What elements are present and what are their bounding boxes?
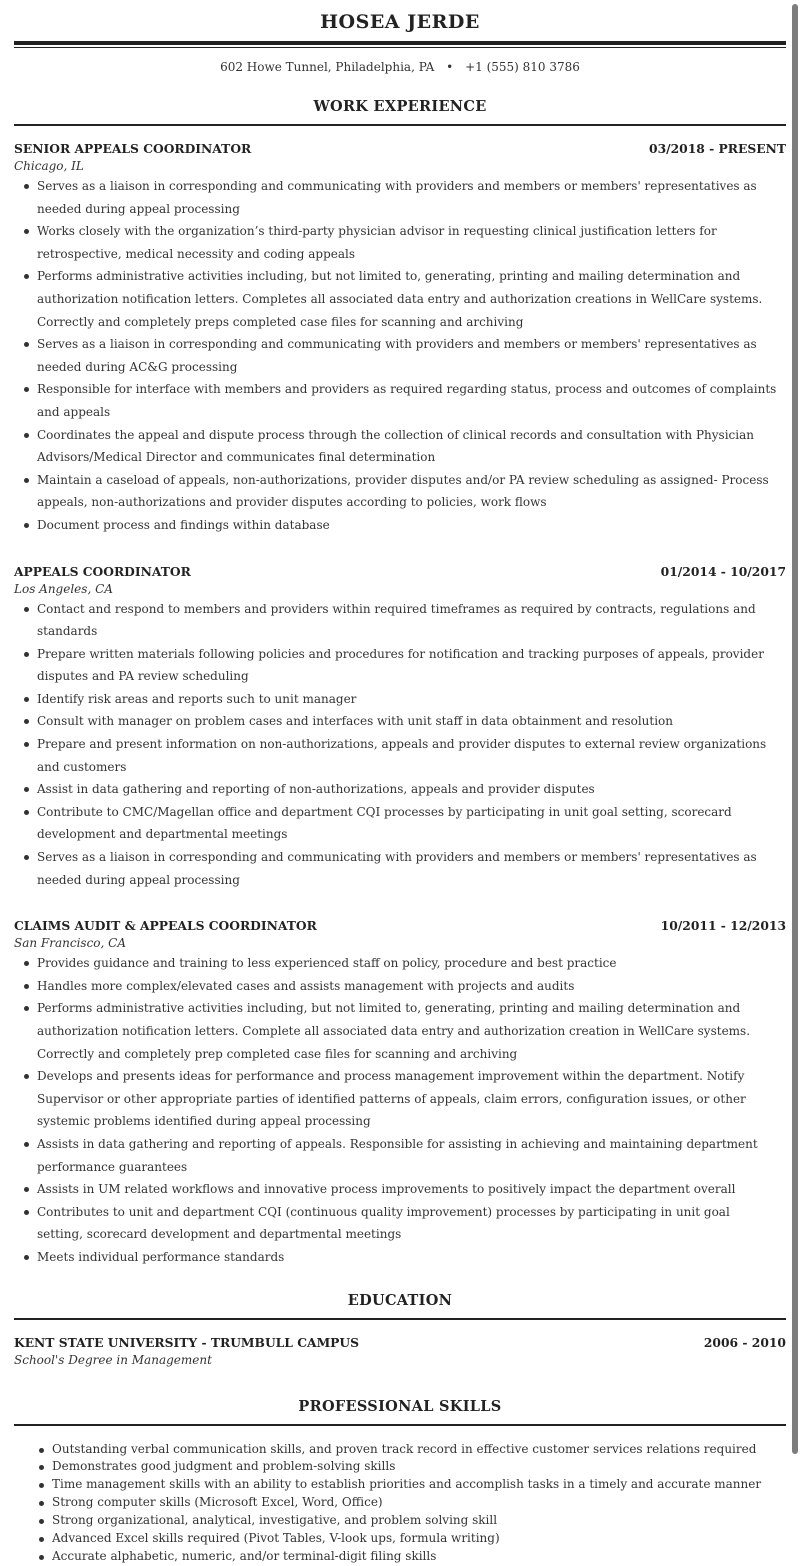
section-divider [14, 124, 786, 126]
bullet-item: Develops and presents ideas for performance and process management improvement within the department. Notify Supervisor or other appropriate parties of identified patterns of appeals, claim errors, configuration issues, or other systemic problems identified during appeal processing [37, 1065, 786, 1133]
scrollbar[interactable] [792, 4, 798, 1454]
job-dates: 10/2011 - 12/2013 [660, 918, 786, 934]
job-location: Chicago, IL [14, 159, 84, 173]
bullet-item: Handles more complex/elevated cases and assists management with projects and audits [37, 975, 786, 998]
job-entry [14, 563, 786, 892]
work-experience-section [14, 97, 786, 1269]
job-bullets [14, 598, 786, 892]
job-entry [14, 140, 786, 537]
skill-item: Strong computer skills (Microsoft Excel, Word, Office) [52, 1494, 786, 1512]
bullet-item: Prepare and present information on non-authorizations, appeals and provider disputes to external review organizations and customers [37, 733, 786, 778]
name-divider-thin [14, 47, 786, 48]
bullet-item: Contributes to unit and department CQI (continuous quality improvement) processes by participating in unit goal setting, scorecard development and departmental meetings [37, 1201, 786, 1246]
job-entry [14, 917, 786, 1268]
job-header [14, 140, 786, 158]
name-divider-thick [14, 41, 786, 45]
section-title-work: WORK EXPERIENCE [313, 98, 487, 115]
bullet-item: Identify risk areas and reports such to unit manager [37, 688, 786, 711]
job-dates: 03/2018 - PRESENT [649, 141, 786, 156]
bullet-item: Works closely with the organization’s third-party physician advisor in requesting clinical justification letters for retrospective, medical necessity and coding appeals [37, 220, 786, 265]
bullet-item: Provides guidance and training to less experienced staff on policy, procedure and best practice [37, 952, 786, 975]
skill-item: Strong organizational, analytical, investigative, and problem solving skill [52, 1512, 786, 1530]
contact-line [14, 59, 786, 75]
job-location: San Francisco, CA [14, 936, 127, 951]
bullet-item: Assists in UM related workflows and innovative process improvements to positively impact the department overall [37, 1178, 786, 1201]
job-title: SENIOR APPEALS COORDINATOR [14, 141, 252, 156]
bullet-item: Serves as a liaison in corresponding and communicating with providers and members or members' representatives as needed during AC&G processing [37, 333, 786, 378]
job-header [14, 917, 786, 935]
bullet-item: Maintain a caseload of appeals, non-authorizations, provider disputes and/or PA review scheduling as assigned- Process appeals, non-authorizations and provider disputes according to policies, work flows [37, 469, 786, 514]
education-dates: 2006 - 2010 [703, 1334, 786, 1350]
resume-page [14, 0, 786, 1566]
job-title: CLAIMS AUDIT & APPEALS COORDINATOR [14, 918, 317, 934]
candidate-name: HOSEA JERDE [320, 11, 480, 33]
skill-item: Time management skills with an ability to establish priorities and accomplish tasks in a timely and accurate manner [52, 1476, 786, 1494]
job-bullets [14, 952, 786, 1268]
address: 602 Howe Tunnel, Philadelphia, PA [220, 60, 435, 74]
skill-item: Demonstrates good judgment and problem-solving skills [52, 1458, 786, 1476]
degree: School's Degree in Management [14, 1352, 212, 1367]
job-dates: 01/2014 - 10/2017 [660, 563, 786, 579]
bullet-item: Document process and findings within database [37, 514, 786, 537]
bullet-item: Serves as a liaison in corresponding and communicating with providers and members or members' representatives as needed during appeal processing [37, 846, 786, 891]
bullet-item: Contribute to CMC/Magellan office and department CQI processes by participating in unit goal setting, scorecard development and departmental meetings [37, 801, 786, 846]
section-divider [14, 1318, 786, 1320]
bullet-item: Contact and respond to members and providers within required timeframes as required by contracts, regulations and standards [37, 598, 786, 643]
section-title-skills: PROFESSIONAL SKILLS [298, 1397, 502, 1415]
contact-separator: • [446, 60, 454, 74]
skills-list [14, 1441, 786, 1566]
education-section [14, 1291, 786, 1369]
skills-section [14, 1397, 786, 1566]
job-bullets [14, 175, 786, 537]
bullet-item: Performs administrative activities including, but not limited to, generating, printing and mailing determination and authorization notification letters. Complete all associated data entry and authorization creation in WellCare systems. Correctly and completely prep completed case files for scanning and archiving [37, 997, 786, 1065]
bullet-item: Serves as a liaison in corresponding and communicating with providers and members or members' representatives as needed during appeal processing [37, 175, 786, 220]
bullet-item: Responsible for interface with members and providers as required regarding status, process and outcomes of complaints and appeals [37, 378, 786, 423]
education-entry [14, 1334, 786, 1369]
bullet-item: Consult with manager on problem cases and interfaces with unit staff in data obtainment and resolution [37, 710, 786, 733]
skill-item: Outstanding verbal communication skills, and proven track record in effective customer services relations required [52, 1441, 786, 1459]
phone: +1 (555) 810 3786 [465, 60, 580, 74]
bullet-item: Assists in data gathering and reporting of appeals. Responsible for assisting in achieving and maintaining department performance guarantees [37, 1133, 786, 1178]
bullet-item: Performs administrative activities including, but not limited to, generating, printing and mailing determination and authorization notification letters. Completes all associated data entry and authorization creations in WellCare systems. Correctly and completely preps completed case files for scanning and archiving [37, 265, 786, 333]
section-divider [14, 1424, 786, 1426]
school-name: KENT STATE UNIVERSITY - TRUMBULL CAMPUS [14, 1334, 360, 1350]
job-location: Los Angeles, CA [14, 581, 113, 596]
bullet-item: Prepare written materials following policies and procedures for notification and tracking purposes of appeals, provider disputes and PA review scheduling [37, 643, 786, 688]
skill-item: Advanced Excel skills required (Pivot Tables, V-look ups, formula writing) [52, 1530, 786, 1548]
job-header [14, 563, 786, 581]
bullet-item: Coordinates the appeal and dispute process through the collection of clinical records and consultation with Physician Advisors/Medical Director and communicates final determination [37, 424, 786, 469]
skill-item: Accurate alphabetic, numeric, and/or terminal-digit filing skills [52, 1548, 786, 1566]
bullet-item: Meets individual performance standards [37, 1246, 786, 1269]
job-title: APPEALS COORDINATOR [14, 563, 191, 579]
section-title-education: EDUCATION [347, 1291, 453, 1309]
education-header [14, 1334, 786, 1352]
bullet-item: Assist in data gathering and reporting of non-authorizations, appeals and provider disputes [37, 778, 786, 801]
